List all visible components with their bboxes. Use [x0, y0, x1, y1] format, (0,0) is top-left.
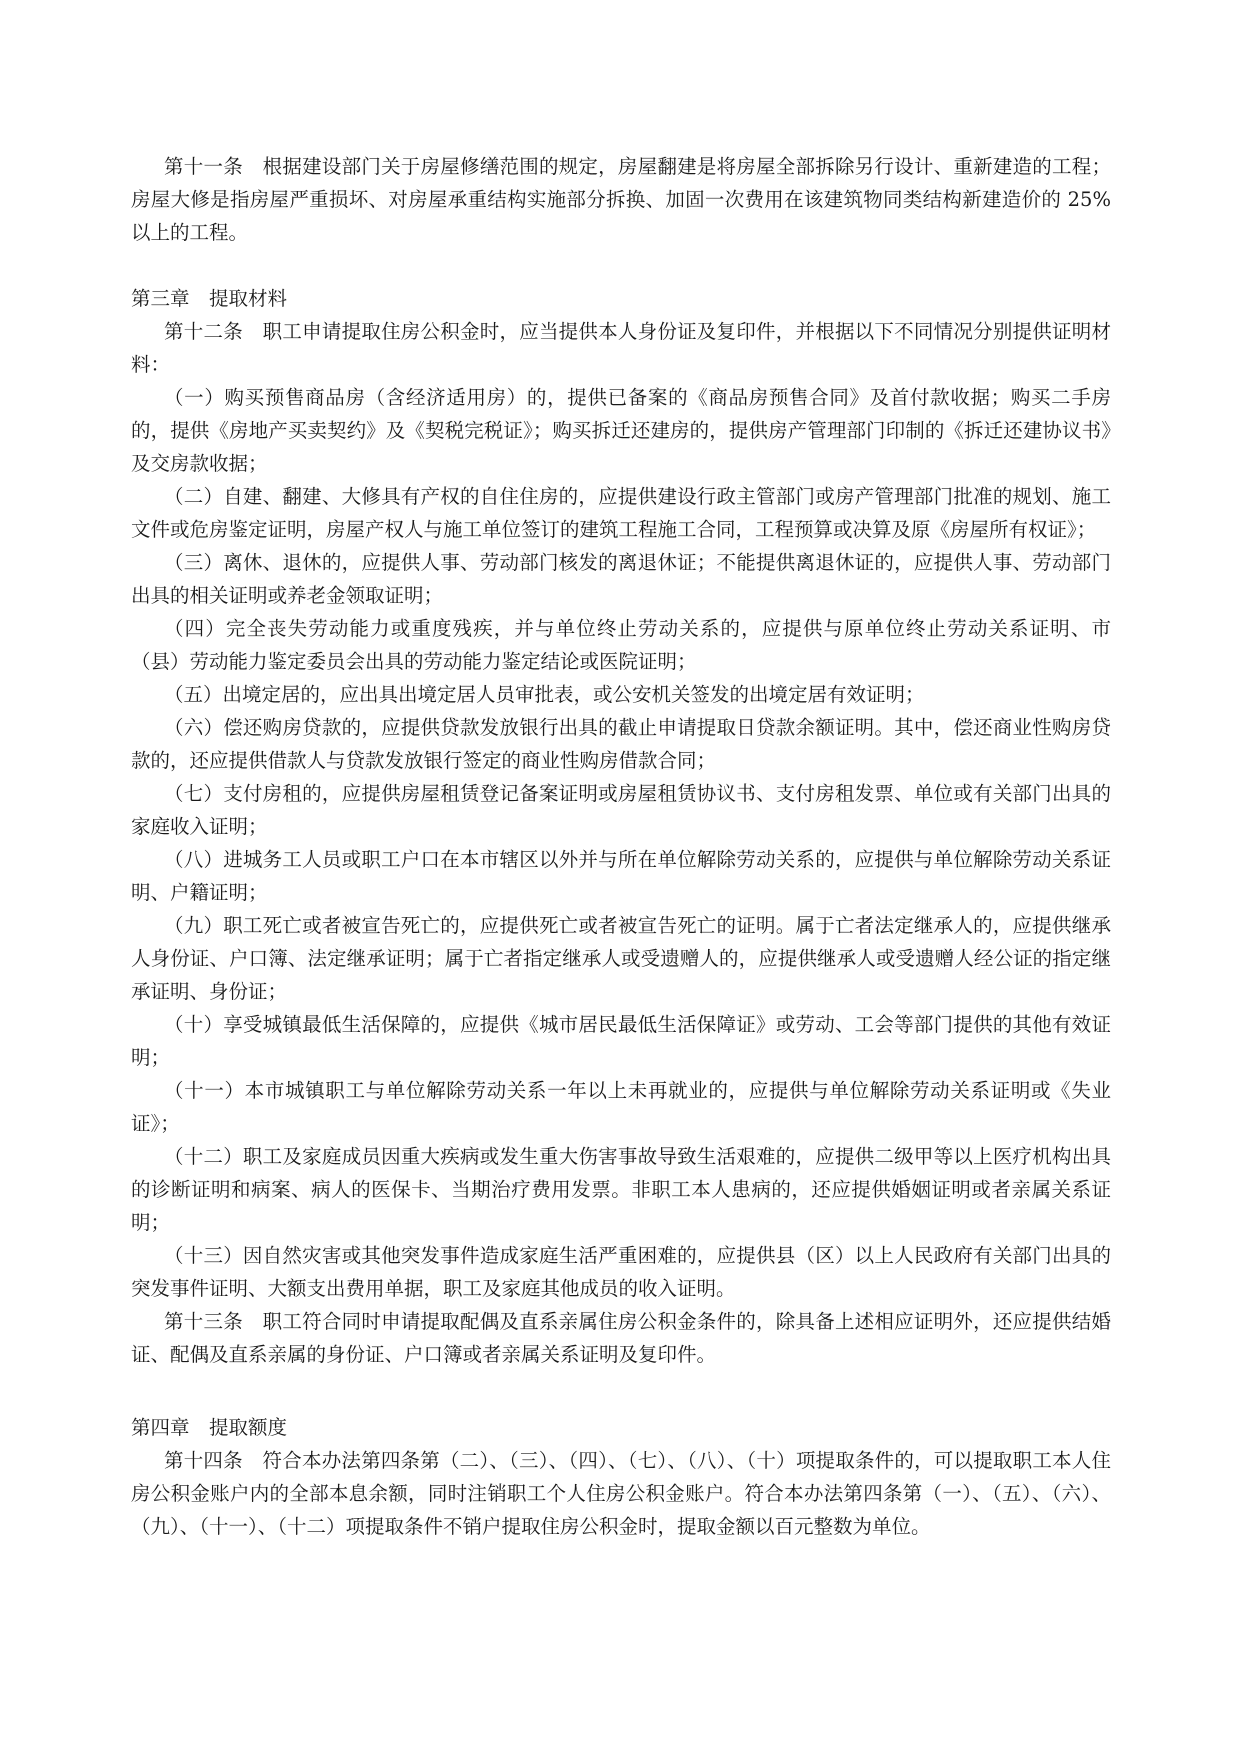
article-12-item-5: （五）出境定居的，应出具出境定居人员审批表，或公安机关签发的出境定居有效证明； [164, 683, 925, 706]
article-11: 第十一条 根据建设部门关于房屋修缮范围的规定，房屋翻建是将房屋全部拆除另行设计、重新建造的工程；房屋大修是指房屋严重损坏、对房屋承重结构实施部分拆换、加固一次费用在该建筑物同类结构新建造价的 25%以上的工程。 [131, 155, 1111, 244]
article-13: 第十三条 职工符合同时申请提取配偶及直系亲属住房公积金条件的，除具备上述相应证明外，还应提供结婚证、配偶及直系亲属的身份证、户口簿或者亲属关系证明及复印件。 [131, 1310, 1111, 1366]
article-12-item-1: （一）购买预售商品房（含经济适用房）的，提供已备案的《商品房预售合同》及首付款收据；购买二手房的，提供《房地产买卖契约》及《契税完税证》；购买拆迁还建房的，提供房产管理部门印制的《拆迁还建协议书》及交房款收据； [131, 386, 1111, 475]
article-12-item-11: （十一）本市城镇职工与单位解除劳动关系一年以上未再就业的，应提供与单位解除劳动关系证明或《失业证》； [131, 1079, 1111, 1135]
spacer [131, 249, 1111, 282]
chapter-4-heading: 第四章 提取额度 [131, 1416, 288, 1439]
document-body [131, 150, 1151, 1543]
chapter-3-heading: 第三章 提取材料 [131, 287, 288, 310]
article-14: 第十四条 符合本办法第四条第（二）、（三）、（四）、（七）、（八）、（十）项提取条件的，可以提取职工本人住房公积金账户内的全部本息余额，同时注销职工个人住房公积金账户。符合本办法第四条第（一）、（五）、（六）、（九）、（十一）、（十二）项提取条件不销户提取住房公积金时，提取金额以百元整数为单位。 [131, 1449, 1111, 1538]
article-12-item-6: （六）偿还购房贷款的，应提供贷款发放银行出具的截止申请提取日贷款余额证明。其中，偿还商业性购房贷款的，还应提供借款人与贷款发放银行签定的商业性购房借款合同； [131, 716, 1111, 772]
article-12-item-10: （十）享受城镇最低生活保障的，应提供《城市居民最低生活保障证》或劳动、工会等部门提供的其他有效证明； [131, 1013, 1111, 1069]
article-12: 第十二条 职工申请提取住房公积金时，应当提供本人身份证及复印件，并根据以下不同情况分别提供证明材料： [131, 320, 1111, 376]
article-12-item-9: （九）职工死亡或者被宣告死亡的，应提供死亡或者被宣告死亡的证明。属于亡者法定继承人的，应提供继承人身份证、户口簿、法定继承证明；属于亡者指定继承人或受遗赠人的，应提供继承人或受遗赠人经公证的指定继承证明、身份证； [131, 914, 1111, 1003]
article-12-item-7: （七）支付房租的，应提供房屋租赁登记备案证明或房屋租赁协议书、支付房租发票、单位或有关部门出具的家庭收入证明； [131, 782, 1111, 838]
article-12-item-2: （二）自建、翻建、大修具有产权的自住住房的，应提供建设行政主管部门或房产管理部门批准的规划、施工文件或危房鉴定证明，房屋产权人与施工单位签订的建筑工程施工合同，工程预算或决算及原《房屋所有权证》； [131, 485, 1111, 541]
article-12-item-13: （十三）因自然灾害或其他突发事件造成家庭生活严重困难的，应提供县（区）以上人民政府有关部门出具的突发事件证明、大额支出费用单据，职工及家庭其他成员的收入证明。 [131, 1244, 1111, 1300]
article-12-item-3: （三）离休、退休的，应提供人事、劳动部门核发的离退休证；不能提供离退休证的，应提供人事、劳动部门出具的相关证明或养老金领取证明； [131, 551, 1111, 607]
article-12-item-4: （四）完全丧失劳动能力或重度残疾，并与单位终止劳动关系的，应提供与原单位终止劳动关系证明、市 （县）劳动能力鉴定委员会出具的劳动能力鉴定结论或医院证明； [131, 617, 1151, 673]
spacer [131, 1371, 1111, 1411]
article-12-item-12: （十二）职工及家庭成员因重大疾病或发生重大伤害事故导致生活艰难的，应提供二级甲等以上医疗机构出具的诊断证明和病案、病人的医保卡、当期治疗费用发票。非职工本人患病的，还应提供婚姻证明或者亲属关系证明； [131, 1145, 1111, 1234]
article-12-item-8: （八）进城务工人员或职工户口在本市辖区以外并与所在单位解除劳动关系的，应提供与单位解除劳动关系证明、户籍证明； [131, 848, 1111, 904]
